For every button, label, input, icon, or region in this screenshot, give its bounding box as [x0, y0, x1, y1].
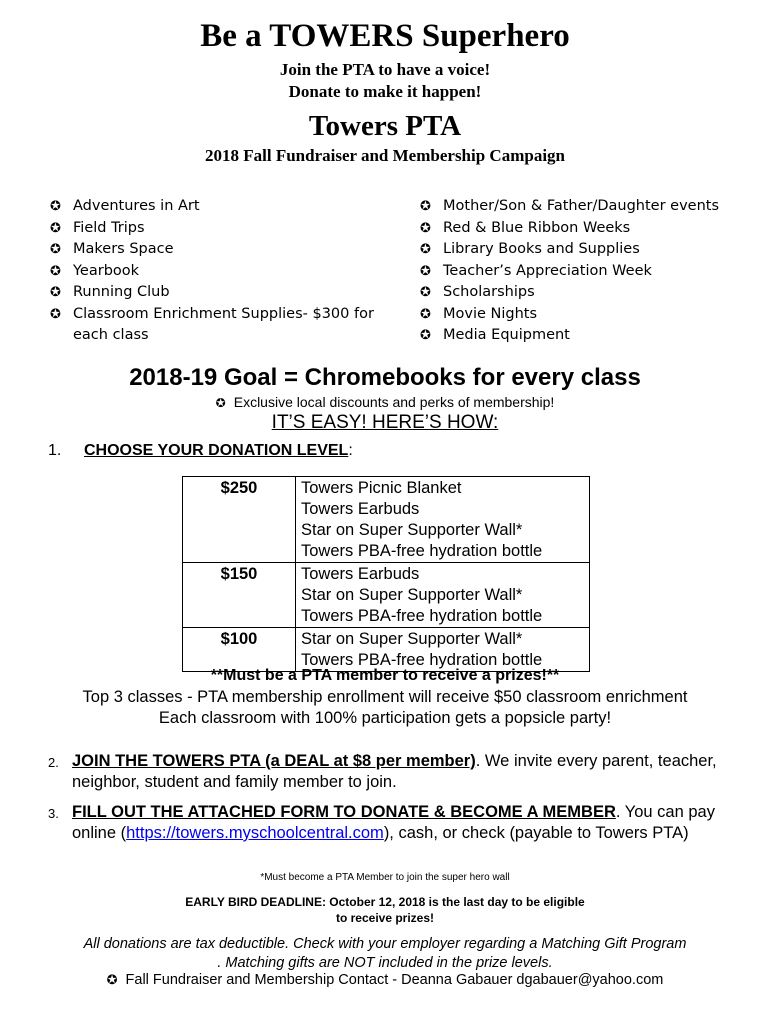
goal-heading: 2018-19 Goal = Chromebooks for every class: [129, 364, 641, 391]
star-circle-icon: ✪: [50, 306, 61, 322]
tagline-donate: Donate to make it happen!: [288, 82, 482, 101]
reward-item: Towers PBA-free hydration bottle: [301, 651, 543, 669]
donation-amount: $250: [183, 477, 296, 563]
tagline-voice: Join the PTA to have a voice!: [279, 60, 491, 79]
donation-level-row: [183, 628, 590, 672]
top3-prize: Top 3 classes - PTA membership enrollment will receive $50 classroom enrichment: [82, 688, 688, 706]
program-label: Red & Blue Ribbon Weeks: [443, 219, 631, 236]
step-3-lead: FILL OUT THE ATTACHED FORM TO DONATE & BECOME A MEMBER: [72, 803, 616, 821]
program-label: Scholarships: [443, 284, 535, 300]
program-item: [420, 282, 750, 304]
step-2: [48, 751, 738, 793]
program-item: [50, 304, 380, 347]
contact-text: Fall Fundraiser and Membership Contact - Deanna Gabauer dgabauer@yahoo.com: [125, 972, 664, 988]
programs-list-left: [50, 196, 380, 347]
reward-item: Towers PBA-free hydration bottle: [301, 607, 543, 625]
program-label: Mother/Son & Father/Daughter events: [443, 198, 720, 214]
reward-item: Star on Super Supporter Wall*: [301, 586, 523, 604]
program-label: Movie Nights: [443, 305, 538, 322]
star-circle-icon: ✪: [50, 199, 61, 214]
star-circle-icon: ✪: [420, 328, 431, 343]
footnote: *Must become a PTA Member to join the super hero wall: [260, 872, 510, 883]
step-3-text-a: . You can pay online (: [72, 803, 715, 842]
org-name: Towers PTA: [308, 110, 462, 142]
early-bird-line-2: to receive prizes!: [335, 911, 435, 925]
star-circle-icon: ✪: [420, 242, 431, 257]
star-circle-icon: ✪: [106, 973, 118, 988]
star-circle-icon: ✪: [50, 263, 61, 279]
program-item: [420, 196, 750, 218]
donation-levels-table: [182, 476, 590, 672]
program-label: Yearbook: [73, 262, 140, 279]
tax-note-line-1: All donations are tax deductible. Check with your employer regarding a Matching Gift Program: [83, 936, 687, 952]
star-circle-icon: ✪: [420, 263, 431, 279]
donation-amount: $150: [183, 563, 296, 628]
campaign-title: 2018 Fall Fundraiser and Membership Campaign: [204, 146, 566, 165]
program-label: Running Club: [73, 284, 170, 300]
donation-level-row: [183, 477, 590, 563]
star-circle-icon: ✪: [420, 199, 431, 214]
tax-note-line-2: . Matching gifts are NOT included in the prize levels.: [217, 955, 553, 971]
page-title: Be a TOWERS Superhero: [200, 18, 570, 54]
step-1-colon: :: [348, 442, 353, 459]
star-circle-icon: ✪: [50, 220, 61, 236]
star-circle-icon: ✪: [50, 242, 61, 257]
program-item: [50, 239, 380, 261]
star-circle-icon: ✪: [420, 285, 431, 300]
reward-item: Star on Super Supporter Wall*: [301, 521, 523, 539]
program-label: Library Books and Supplies: [443, 241, 640, 257]
program-item: [50, 261, 380, 283]
step-1: [48, 442, 353, 460]
step-3-text-b: ), cash, or check (payable to Towers PTA): [383, 824, 689, 842]
program-item: [420, 304, 750, 326]
step-2-number: 2.: [48, 755, 59, 770]
reward-item: Towers Earbuds: [301, 500, 420, 518]
program-item: [50, 218, 380, 240]
donation-rewards: [296, 477, 590, 563]
popsicle-prize: Each classroom with 100% participation gets a popsicle party!: [158, 709, 612, 727]
step-2-text: . We invite every parent, teacher, neighbor, student and family member to join.: [72, 752, 717, 791]
programs-list-right: [420, 196, 750, 347]
step-3: [48, 802, 738, 844]
program-label: Makers Space: [73, 241, 174, 257]
donation-level-row: [183, 563, 590, 628]
program-label: Teacher’s Appreciation Week: [443, 262, 652, 279]
step-1-heading: CHOOSE YOUR DONATION LEVEL: [84, 442, 349, 459]
program-label: Adventures in Art: [73, 198, 200, 214]
star-circle-icon: ✪: [215, 396, 226, 410]
contact-line: [0, 972, 770, 988]
program-item: [50, 282, 380, 304]
program-label: Media Equipment: [443, 327, 570, 343]
reward-item: Towers Picnic Blanket: [301, 479, 462, 497]
reward-item: Towers Earbuds: [301, 565, 420, 583]
reward-item: Star on Super Supporter Wall*: [301, 630, 523, 648]
star-circle-icon: ✪: [420, 306, 431, 322]
program-label: Field Trips: [73, 219, 145, 236]
perks-text: Exclusive local discounts and perks of membership!: [233, 394, 555, 410]
donation-rewards: [296, 563, 590, 628]
star-circle-icon: ✪: [50, 285, 61, 300]
step-2-lead: JOIN THE TOWERS PTA (a DEAL at $8 per member): [72, 752, 476, 770]
easy-heading: IT’S EASY! HERE’S HOW:: [271, 412, 499, 433]
program-item: [420, 261, 750, 283]
member-requirement: **Must be a PTA member to receive a prizes!**: [210, 667, 560, 684]
step-1-number: 1.: [48, 442, 62, 459]
payment-link[interactable]: https://towers.myschoolcentral.com: [126, 824, 384, 842]
program-item: [420, 218, 750, 240]
program-item: [420, 325, 750, 347]
program-label: Classroom Enrichment Supplies- $300 for each class: [73, 305, 374, 343]
star-circle-icon: ✪: [420, 220, 431, 236]
donation-amount: $100: [183, 628, 296, 672]
early-bird-line-1: EARLY BIRD DEADLINE: October 12, 2018 is the last day to be eligible: [185, 895, 585, 909]
donation-rewards: [296, 628, 590, 672]
program-item: [50, 196, 380, 218]
program-item: [420, 239, 750, 261]
perks-line: [0, 394, 770, 410]
step-3-number: 3.: [48, 806, 59, 821]
reward-item: Towers PBA-free hydration bottle: [301, 542, 543, 560]
